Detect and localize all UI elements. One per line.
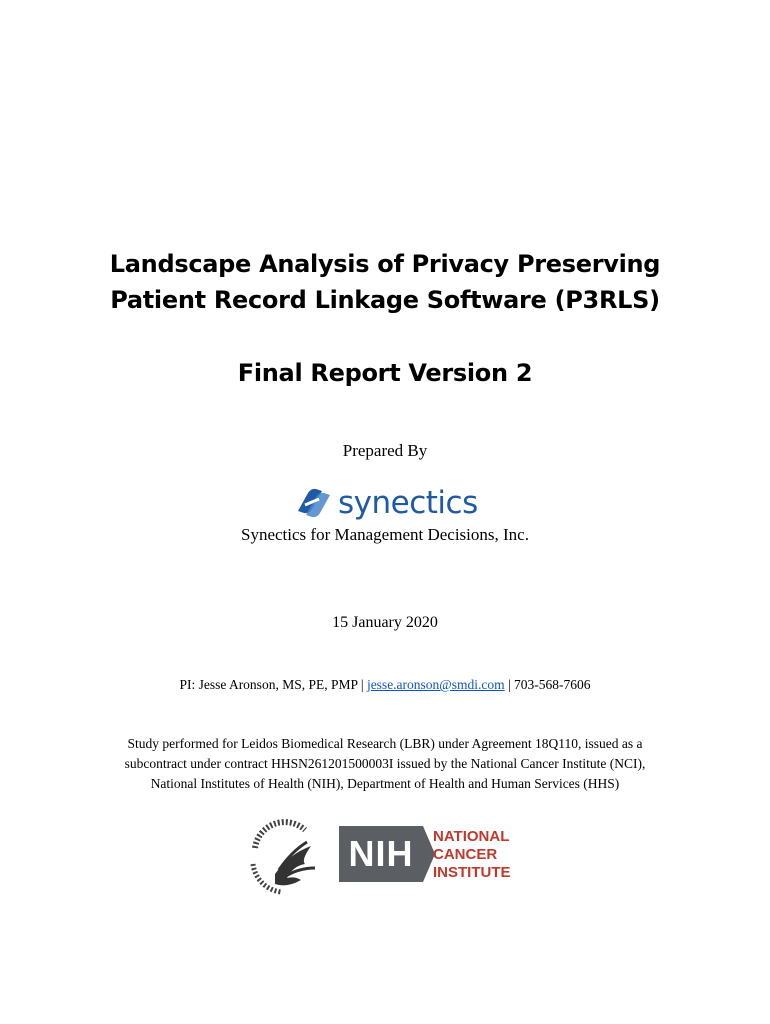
company-name: Synectics for Management Decisions, Inc. xyxy=(241,525,529,544)
study-line-3: National Institutes of Health (NIH), Department of Health and Human Services (HHS) xyxy=(150,776,620,791)
report-version-title: Final Report Version 2 xyxy=(237,359,533,387)
pi-name: PI: Jesse Aronson, MS, PE, PMP | xyxy=(179,677,367,692)
nci-wordmark xyxy=(433,828,543,882)
synectics-mark-icon xyxy=(292,485,332,521)
report-title-line-1: Landscape Analysis of Privacy Preserving xyxy=(109,250,661,278)
synectics-logo xyxy=(292,482,482,524)
nih-chevron-icon xyxy=(411,826,435,882)
nih-logo-text: NIH xyxy=(348,833,414,874)
nci-line-3: INSTITUTE xyxy=(433,864,511,881)
prepared-by-label: Prepared By xyxy=(342,441,428,460)
nci-line-2: CANCER xyxy=(433,846,498,863)
pi-phone: | 703-568-7606 xyxy=(504,677,591,692)
nci-line-1: NATIONAL xyxy=(433,828,510,845)
sponsor-logos xyxy=(235,808,535,904)
synectics-wordmark: synectics xyxy=(338,485,478,521)
pi-email-link[interactable]: jesse.aronson@smdi.com xyxy=(366,677,505,692)
report-date: 15 January 2020 xyxy=(332,614,438,631)
pi-contact-line xyxy=(0,677,770,693)
study-line-1: Study performed for Leidos Biomedical Research (LBR) under Agreement 18Q110, issued as a xyxy=(127,736,643,751)
hhs-seal-icon xyxy=(235,808,331,904)
study-line-2: subcontract under contract HHSN261201500003I issued by the National Cancer Institute (NCI), xyxy=(124,756,646,771)
study-statement xyxy=(0,734,770,794)
report-title-line-2: Patient Record Linkage Software (P3RLS) xyxy=(110,286,660,314)
